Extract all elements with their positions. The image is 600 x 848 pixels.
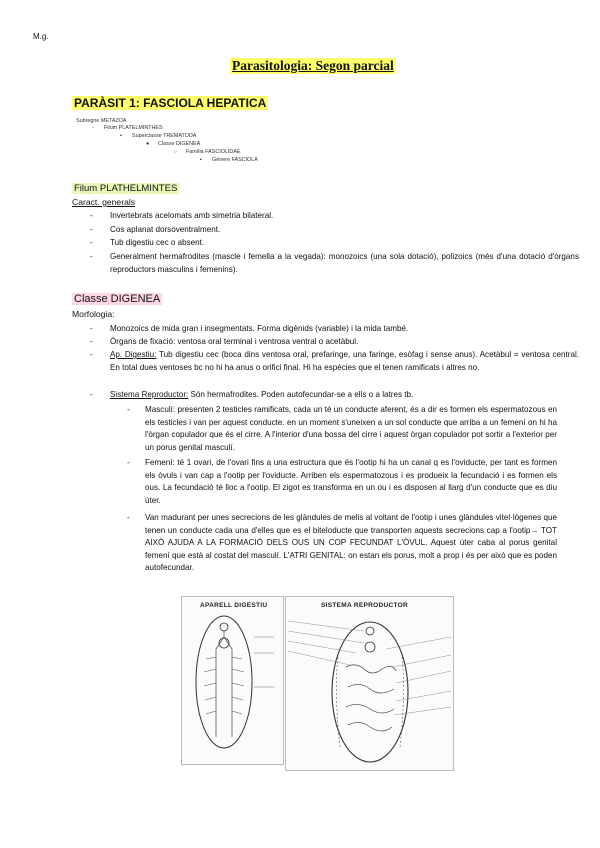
list-item-text: Òrgans de fixació: ventosa oral terminal i ventrosa ventral o acetàbul. <box>110 337 359 346</box>
list-item-text: Monozoics de mida gran i insegmentats. Forma digènids (variable) i la mida també. <box>110 324 409 333</box>
reproductive-text: Són hermafrodites. Poden autofecundar-se a ells o a latres tb. <box>188 390 414 399</box>
list-item-text <box>110 349 579 374</box>
sublist-dash: - <box>127 405 130 414</box>
fluke-reproductive-drawing <box>286 597 453 770</box>
list-dash: - <box>90 337 93 346</box>
list-dash: - <box>90 211 93 220</box>
list-dash: - <box>90 225 93 234</box>
phylum-heading: Filum PLATHELMINTES <box>74 183 178 194</box>
taxonomy-bullet: ● <box>146 141 150 147</box>
taxonomy-level-genere: Gènere FASCIOLA <box>212 157 258 163</box>
digestive-text: Tub digestiu cec (boca dins ventosa oral, prefaringe, una faringe, esòfag i sense anus). Acetàbul = ventosa central. En total dues ventoses bc no hi ha anus o orifici final. Hi ha espècies que el tenen ramificats i altres no. <box>110 350 579 372</box>
taxonomy-level-familia: Família FASCIOLIDAE <box>186 149 241 155</box>
taxonomy-dash: ○ <box>174 149 178 155</box>
list-item-text <box>110 389 579 402</box>
fluke-digestive-drawing <box>182 597 283 764</box>
list-item-text: Generalment hermafrodites (mascle i femella a la vegada): monozoics (una sola dotació), polizoics (més d'una dotació d'òrgans reproductors masculins i femenins). <box>110 252 579 274</box>
list-dash: - <box>90 238 93 247</box>
sublist-dash: - <box>127 458 130 467</box>
taxonomy-bullet: ▪ <box>200 157 202 163</box>
list-dash: - <box>90 252 93 261</box>
class-subheading: Morfologia: <box>72 309 115 319</box>
figure-title-digestive: APARELL DIGESTIU <box>200 602 268 609</box>
taxonomy-level-superclasse: Superclasse TREMATODA <box>132 133 197 139</box>
list-dash: - <box>90 324 93 333</box>
list-dash: - <box>90 350 93 359</box>
phylum-subheading: Caract. generals <box>72 197 136 207</box>
digestive-label: Ap. Digestiu: <box>110 350 157 359</box>
list-item-text: Tub digestiu cec o absent. <box>110 238 205 247</box>
author-initials: M.g. <box>33 32 49 41</box>
list-dash: - <box>90 390 93 399</box>
sublist-item-text: Masculí: presenten 2 testicles ramificats, cada un té un conducte aferent, és a dir es formen els espermatozous en els testicles i van per aquest conducte. en un moment s'uneixen a un sol conducte que arriba a un femení on hi ha l'òrgan copulador que és el cirre. A l'interior d'una bossa del cirre i aquest òrgan copulador pot sortir a l'exterior per un porus genital masculí. <box>145 405 557 452</box>
digestive-system-figure <box>181 596 284 765</box>
parasite-heading: PARÀSIT 1: FASCIOLA HEPATICA <box>74 96 267 110</box>
taxonomy-bullet: ▪ <box>120 133 122 139</box>
figure-title-reproductive: SISTEMA REPRODUCTOR <box>321 602 408 609</box>
taxonomy-level-classe: Classe DIGENEA <box>158 141 201 147</box>
sublist-dash: - <box>127 513 130 522</box>
taxonomy-level-filum: Filum PLATELMINTHES <box>104 125 163 131</box>
list-item-text: Invertebrats acelomats amb simetria bilateral. <box>110 211 274 220</box>
taxonomy-dash: - <box>92 125 94 131</box>
list-item-text: Cos aplanat dorsoventralment. <box>110 225 221 234</box>
page-title: Parasitologia: Segon parcial <box>232 58 394 73</box>
class-heading: Classe DIGENEA <box>74 293 161 305</box>
reproductive-label: Sistema Reproductor: <box>110 390 189 399</box>
sublist-item-text: Femení: té 1 ovari, de l'ovari fins a una estructura que és l'ootip hi ha un canal q es l'oviducte, per tant es formen els òvuls i van cap a l'ootip per l'oviducte. Arriben els espermatozous i es produeix la fecundació i es formen els ous. La fecundació té lloc a l'ootip. El zigot es transforma en un ou i es disposen al llarg d'un conducte que es diu úter. <box>145 458 557 505</box>
taxonomy-level-subregne: Subregne METAZOA <box>76 118 127 124</box>
reproductive-system-figure <box>285 596 454 771</box>
sublist-item-text: Van madurant per unes secrecions de les glàndules de melis al voltant de l'ootip i unes glàndules vitel·lògenes que tenen un conducte cada una d'elles que es el biteloducte que transporten aquests secrecions cap a l'ootip→ TOT AIXÒ AJUDA A LA FORMACIÓ DELS OUS UN COP FECUNDAT L'ÒVUL. Aquest úter caba al porus genital femení que està al costat del masculí. L'ATRI GENITAL: on estan els porus, molt a prop i és per això que es poden autofecundar. <box>145 513 557 573</box>
